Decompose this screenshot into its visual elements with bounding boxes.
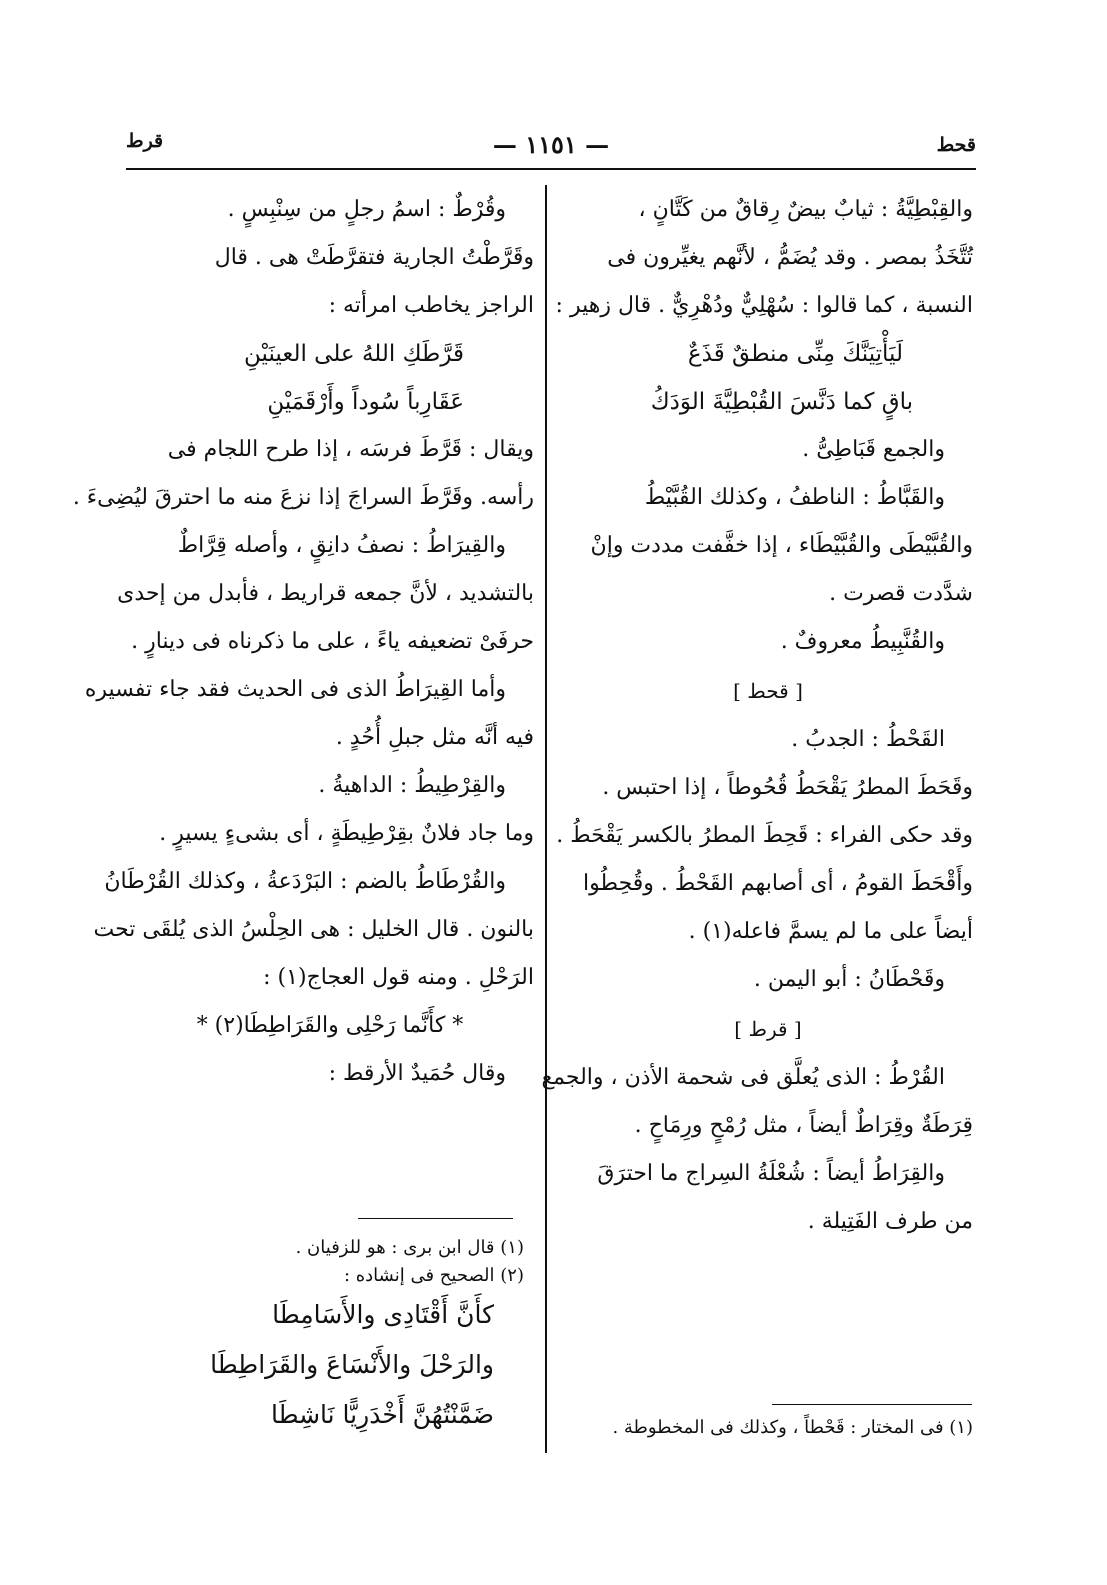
footnote: (٢) الصحيح فى إنشاده : <box>343 1265 524 1286</box>
text-line: النسبة ، كما قالوا : سُهْلِيٌّ ودُهْرِيٌّ . قال زهير : <box>555 293 973 318</box>
text-line: تُتَّخَذُ بمصر . وقد يُضَمُّ ، لأنَّهم يغيِّرون فى <box>607 245 973 270</box>
text-line: بالنون . قال الخليل : هى الحِلْسُ الذى يُلقَى تحت <box>93 917 534 942</box>
text-line: والقُرْطَاطُ بالضم : البَرْدَعةُ ، وكذلك القُرْطَانُ <box>104 869 506 894</box>
verse-line: باقٍ كما دَنَّسَ القُبْطِيَّةَ الوَدَكُ <box>650 389 913 415</box>
footnote: (١) فى المختار : قَحْطاً ، وكذلك فى المخطوطة . <box>612 1417 973 1438</box>
page-header <box>126 128 976 168</box>
footnote-rule <box>358 1218 513 1219</box>
text-line: من طرف الفَتِيلة . <box>807 1209 973 1234</box>
text-line: وأما القِيرَاطُ الذى فى الحديث فقد جاء تفسيره <box>84 677 506 702</box>
poem-line: والرَحْلَ والأَنْسَاعَ والقَرَاطِطَا <box>210 1350 494 1379</box>
text-line: والقَبَّاطُ : الناطفُ ، وكذلك القُبَّيْطُ <box>644 485 945 510</box>
entry-heading-qrt: [ قرط ] <box>734 1017 802 1041</box>
text-line: وقال حُمَيدٌ الأرقط : <box>328 1061 506 1086</box>
footnotes <box>126 1234 534 1440</box>
poem-line: ضَمَّنْتُهُنَّ أَخْدَرِيًّا نَاشِطَا <box>270 1400 494 1429</box>
text-line: حرفَىْ تضعيفه ياءً ، على ما ذكرناه فى دينارٍ . <box>131 629 534 654</box>
text-line: والجمع قَبَاطِىُّ . <box>802 437 945 462</box>
text-line: وأَقْحَطَ القومُ ، أى أصابهم القَحْطُ . وقُحِطُوا <box>583 871 973 896</box>
verse-line: * كأَنَّما رَحْلِى والقَرَاطِطَا(٢) * <box>196 1013 464 1038</box>
text-line: والقِبْطِيَّةُ : ثيابٌ بيضٌ رِقاقٌ من كَتَّانٍ ، <box>638 197 973 222</box>
text-line: والقُنَّبِيطُ معروفٌ . <box>780 629 945 654</box>
text-line: القُرْطُ : الذى يُعلَّق فى شحمة الأذن ، والجمع <box>541 1065 945 1090</box>
text-line: الرَحْلِ . ومنه قول العجاج(١) : <box>263 965 534 990</box>
text-line: ويقال : قَرَّطَ فرسَه ، إذا طرح اللجام فى <box>167 437 534 462</box>
header-root-left: قرط <box>126 130 164 152</box>
right-column <box>541 186 973 1246</box>
text-line: أيضاً على ما لم يسمَّ فاعله(١) . <box>688 919 973 944</box>
text-line: والقِرْطِيطُ : الداهيةُ . <box>318 773 506 798</box>
text-line: والقُبَّيْطَى والقُبَّيْطَاء ، إذا خفَّفت مددت وإنْ <box>590 533 973 558</box>
verse-line: لَيَأْتِيَنَّكَ مِنِّى منطقٌ قَذَعٌ <box>687 341 903 367</box>
header-rule <box>126 168 976 170</box>
text-line: شدَّدت قصرت . <box>829 581 973 606</box>
footnote-rule <box>772 1404 972 1405</box>
text-line: الراجز يخاطب امرأته : <box>328 293 534 318</box>
text-line: وقُرْطٌ : اسمُ رجلٍ من سِنْبِسٍ . <box>227 197 506 222</box>
left-column <box>72 186 534 1098</box>
page-number: — ١١٥١ — <box>492 130 610 159</box>
verse-line: عَقَارِباً سُوداً وأَرْقَمَيْنِ <box>267 389 464 415</box>
text-line: فيه أنَّه مثل جبلِ أُحُدٍ . <box>335 725 534 750</box>
text-line: رأسه. وقَرَّطَ السراجَ إذا نزعَ منه ما احترقَ ليُضِىءَ . <box>72 485 534 510</box>
text-line: وقَحْطَانُ : أبو اليمن . <box>753 967 945 992</box>
footnote: (١) قال ابن برى : هو للزفيان . <box>295 1237 524 1258</box>
text-line: والقِيرَاطُ : نصفُ دانِقٍ ، وأصله قِرَّاطٌ <box>177 533 506 558</box>
entry-heading-qht: [ قحط ] <box>733 679 803 703</box>
text-line: وقَرَّطْتُ الجارية فتقرَّطَتْ هى . قال <box>214 245 534 270</box>
header-root-right: قحط <box>936 134 976 156</box>
text-line: وما جاد فلانٌ بقِرْطِيطَةٍ ، أى بشىءٍ يسيرٍ . <box>159 821 534 846</box>
column-divider <box>545 185 547 1453</box>
text-line: القَحْطُ : الجدبُ . <box>791 727 945 752</box>
verse-line: قَرَّطَكِ اللهُ على العينَيْنِ <box>244 341 464 367</box>
text-line: وقَحَطَ المطرُ يَقْحَطُ قُحُوطاً ، إذا احتبس . <box>602 775 973 800</box>
text-line: وقد حكى الفراء : قَحِطَ المطرُ بالكسر يَقْحَطُ . <box>556 823 973 848</box>
poem-line: كأَنَّ أَقْتَادِى والأَسَامِطَا <box>272 1300 494 1329</box>
text-line: قِرَطَةٌ وقِرَاطٌ أيضاً ، مثل رُمْحٍ ورِمَاحٍ . <box>634 1113 973 1138</box>
text-line: والقِرَاطُ أيضاً : شُعْلَةُ السِراج ما احترَقَ <box>597 1161 945 1186</box>
text-line: بالتشديد ، لأنَّ جمعه قراريط ، فأبدل من إحدى <box>117 581 534 606</box>
